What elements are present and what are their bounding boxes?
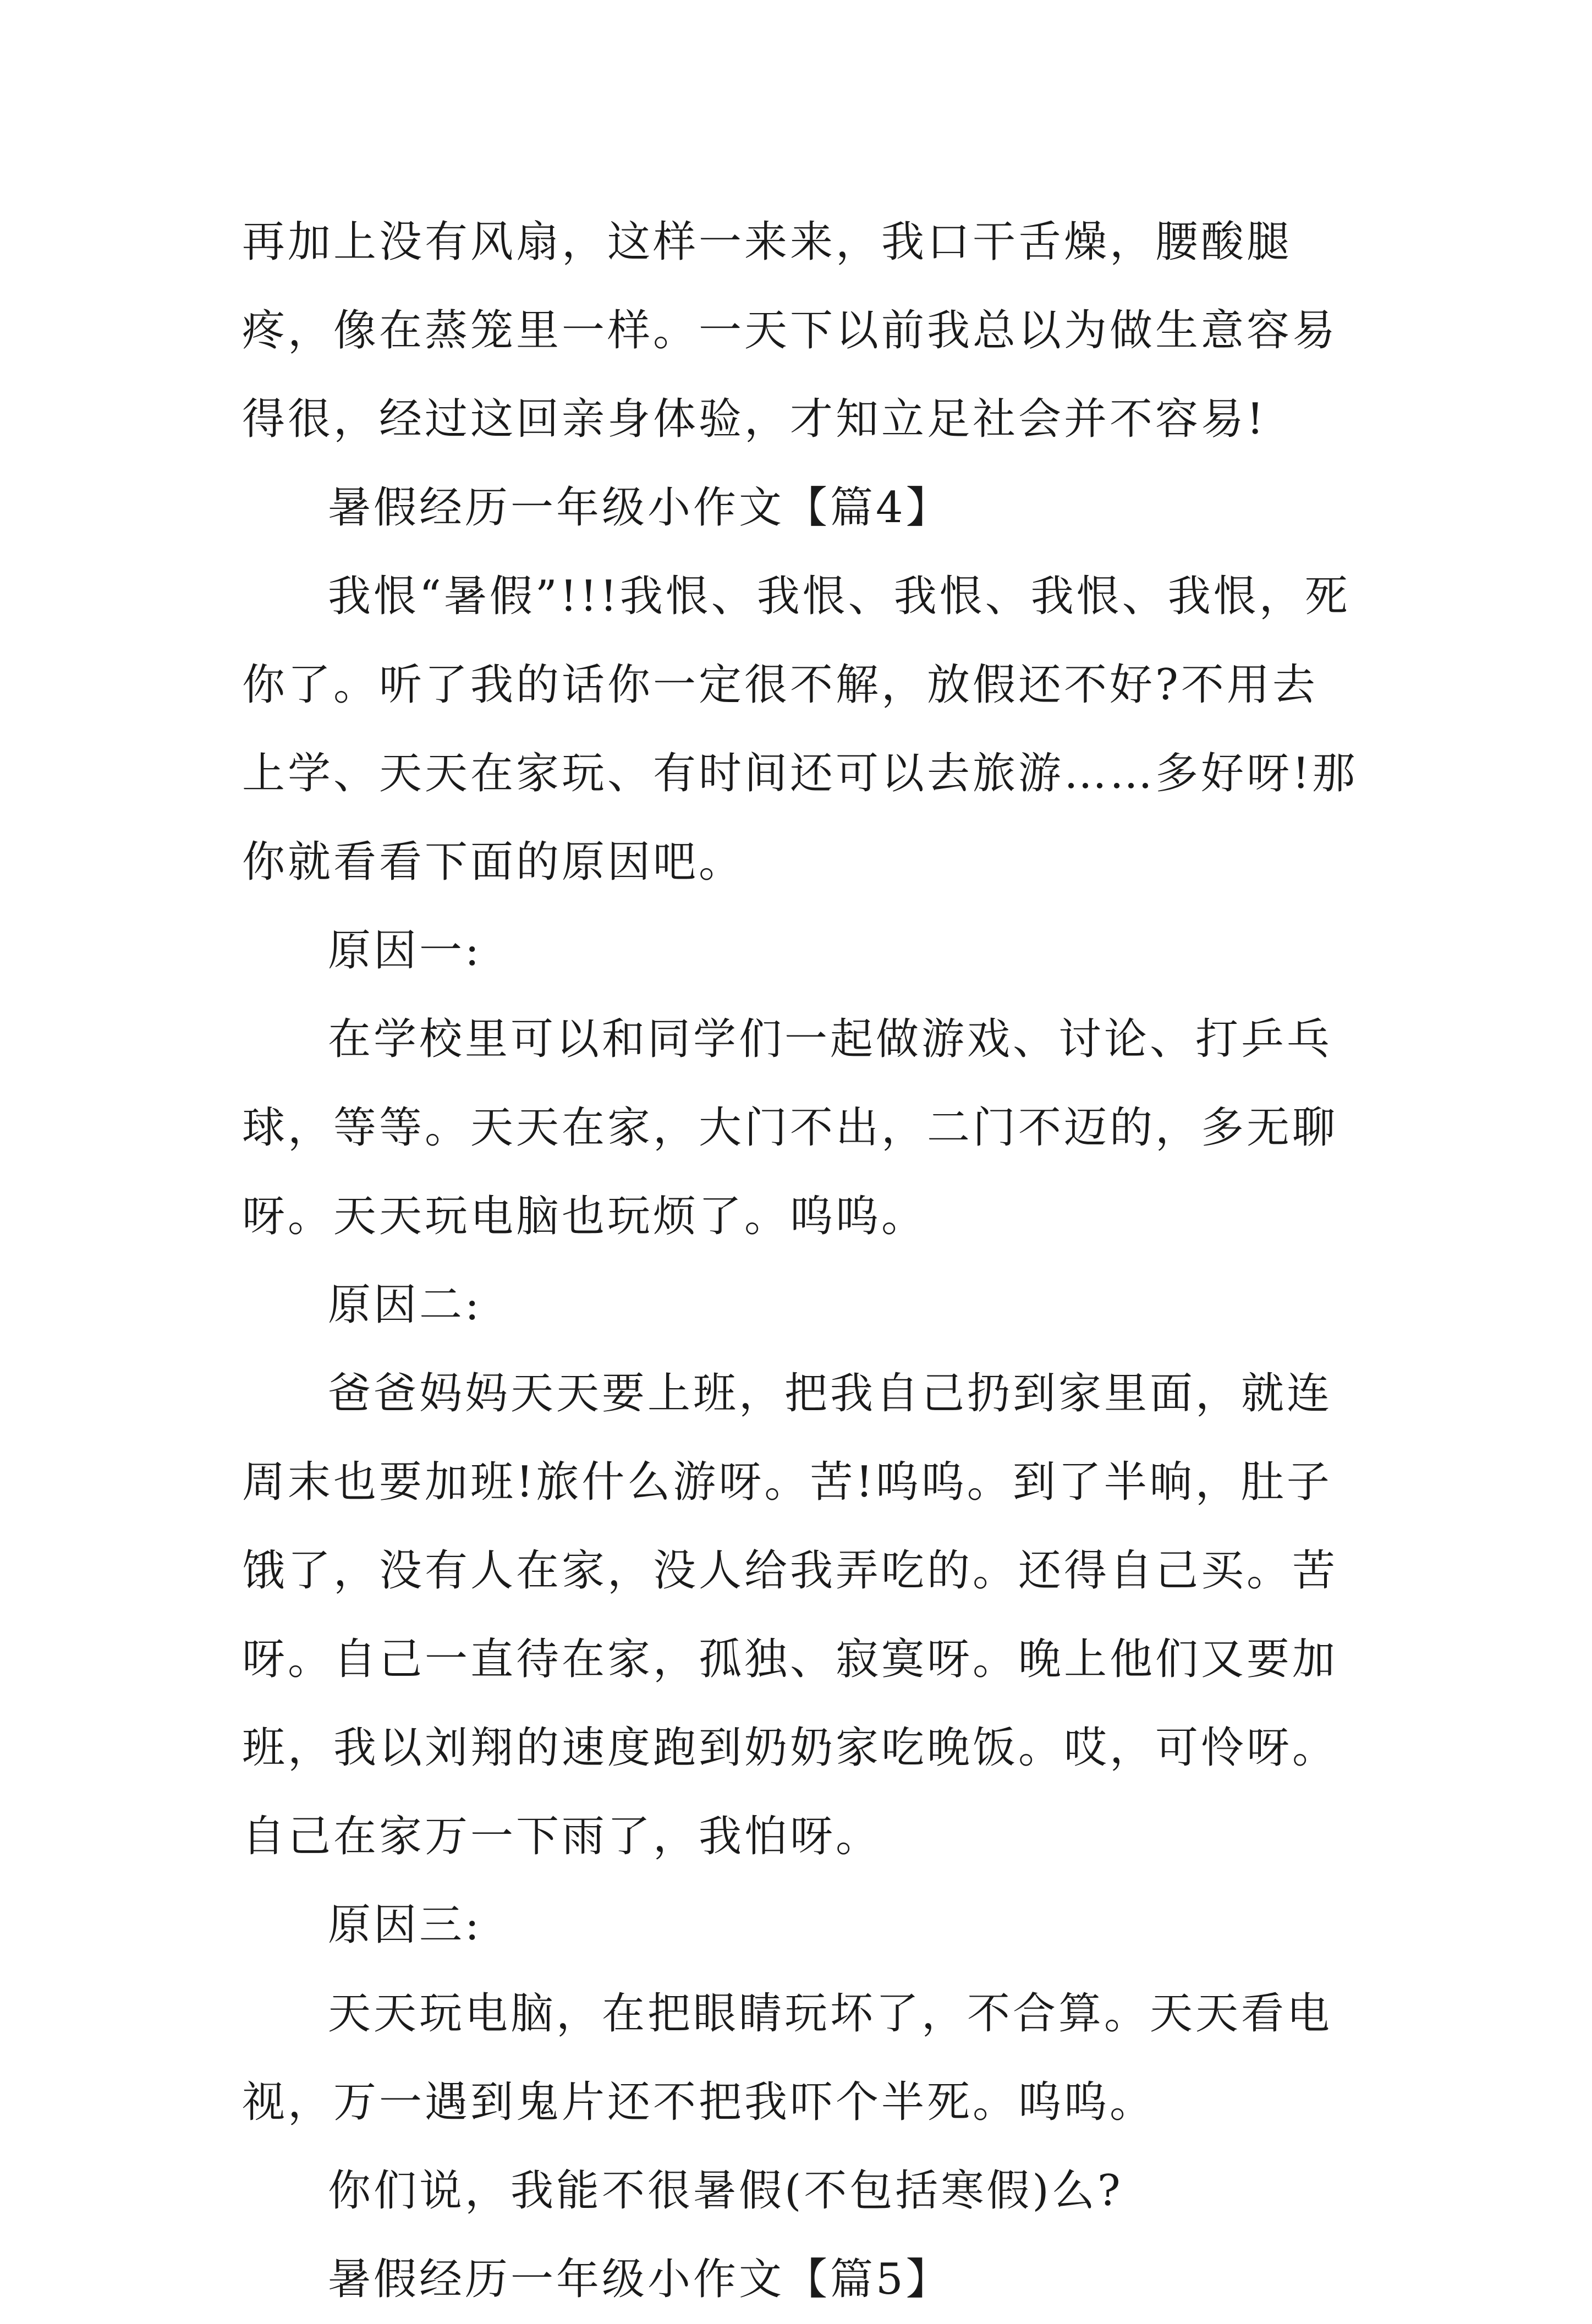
reason-one-heading: 原因一: [328, 926, 482, 975]
reason-one-text: 在学校里可以和同学们一起做游戏、讨论、打乒乓球，等等。天天在家，大门不出，二门不迈的，多无聊呀。天天玩电脑也玩烦了。呜呜。 [242, 1015, 1338, 1241]
reason-three-heading: 原因三: [328, 1900, 482, 1950]
reason-three-text: 天天玩电脑，在把眼睛玩坏了，不合算。天天看电视，万一遇到鬼片还不把我吓个半死。呜呜。 [242, 1989, 1333, 2127]
reason-two-heading: 原因二: [328, 1280, 482, 1330]
document-body [242, 198, 1359, 2324]
closing-question: 你们说，我能不很暑假(不包括寒假)么? [328, 2166, 1123, 2216]
reason-two-text: 爸爸妈妈天天要上班，把我自己扔到家里面，就连周末也要加班!旅什么游呀。苦!呜呜。到了半晌，肚子饿了，没有人在家，没人给我弄吃的。还得自己买。苦呀。自己一直待在家，孤独、寂寞呀。晚上他们又要加班，我以刘翔的速度跑到奶奶家吃晚饭。哎，可怜呀。自己在家万一下雨了，我怕呀。 [242, 1369, 1338, 1861]
section-heading-4: 暑假经历一年级小作文【篇4】 [328, 483, 952, 533]
section-heading-5: 暑假经历一年级小作文【篇5】 [328, 2255, 952, 2304]
paragraph-intro: 我恨“暑假”!!!我恨、我恨、我恨、我恨、我恨，死你了。听了我的话你一定很不解，放假还不好?不用去上学、天天在家玩、有时间还可以去旅游……多好呀!那你就看看下面的原因吧。 [242, 572, 1358, 887]
paragraph-continuation: 再加上没有风扇，这样一来来，我口干舌燥，腰酸腿疼，像在蒸笼里一样。一天下以前我总以为做生意容易得很，经过这回亲身体验，才知立足社会并不容易! [242, 217, 1338, 444]
